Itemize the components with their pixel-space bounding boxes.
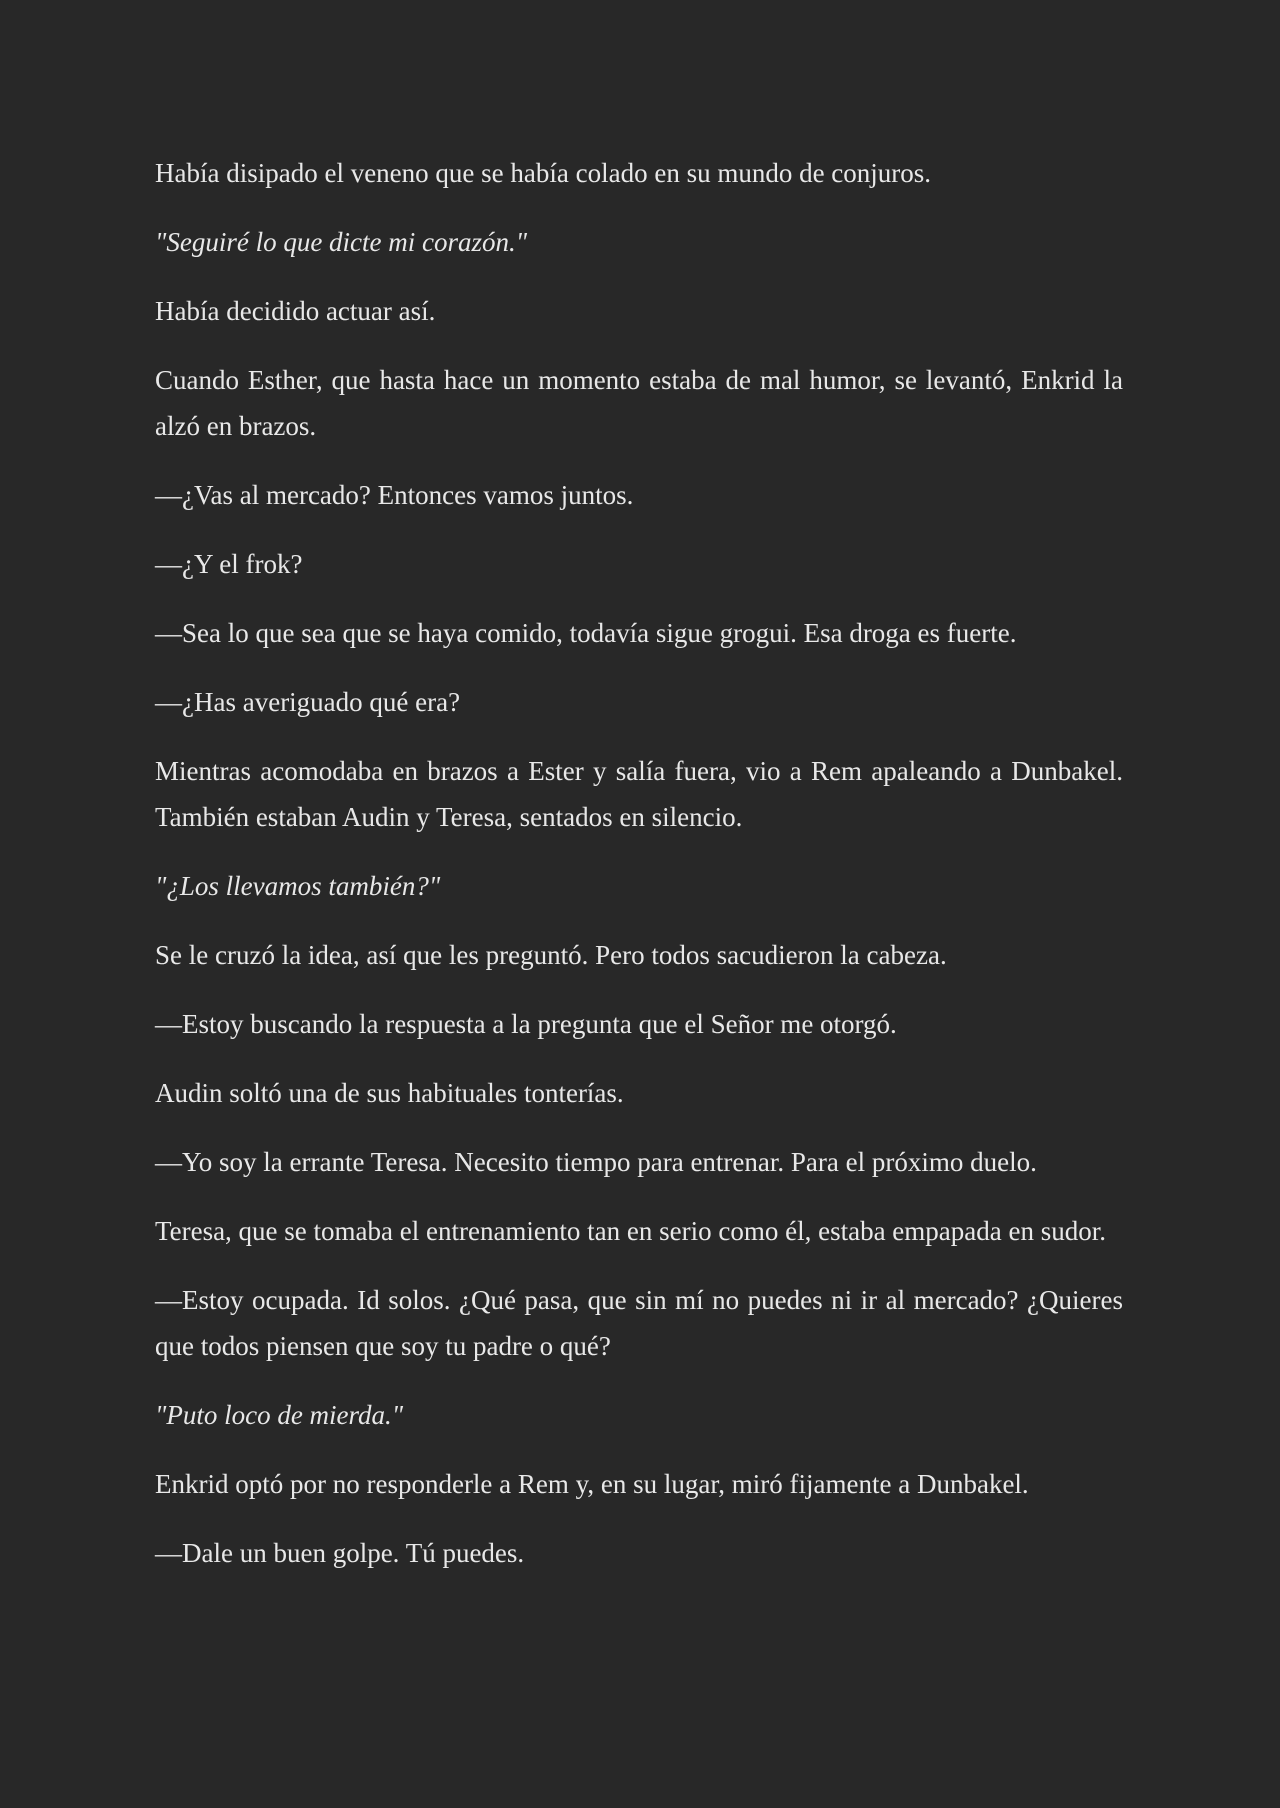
paragraph-19: —Dale un buen golpe. Tú puedes. [155,1538,525,1568]
paragraph-1: Había disipado el veneno que se había colado en su mundo de conjuros. [155,158,932,188]
paragraph-6: —¿Y el frok? [155,549,303,579]
text-column [155,150,1123,1599]
paragraph-2: "Seguiré lo que dicte mi corazón." [155,227,528,257]
paragraph-15: Teresa, que se tomaba el entrenamiento tan en serio como él, estaba empapada en sudor. [155,1216,1106,1246]
paragraph-4: Cuando Esther, que hasta hace un momento estaba de mal humor, se levantó, Enkrid la alzó en brazos. [155,365,1123,441]
paragraph-5: —¿Vas al mercado? Entonces vamos juntos. [155,480,634,510]
paragraph-10: "¿Los llevamos también?" [155,871,441,901]
paragraph-13: Audin soltó una de sus habituales tonterías. [155,1078,624,1108]
paragraph-17: "Puto loco de mierda." [155,1400,404,1430]
paragraph-12: —Estoy buscando la respuesta a la pregunta que el Señor me otorgó. [155,1009,897,1039]
paragraph-11: Se le cruzó la idea, así que les preguntó. Pero todos sacudieron la cabeza. [155,940,947,970]
paragraph-14: —Yo soy la errante Teresa. Necesito tiempo para entrenar. Para el próximo duelo. [155,1147,1037,1177]
paragraph-8: —¿Has averiguado qué era? [155,687,461,717]
paragraph-18: Enkrid optó por no responderle a Rem y, en su lugar, miró fijamente a Dunbakel. [155,1469,1029,1499]
paragraph-3: Había decidido actuar así. [155,296,436,326]
paragraph-16: —Estoy ocupada. Id solos. ¿Qué pasa, que sin mí no puedes ni ir al mercado? ¿Quieres que todos piensen que soy tu padre o qué? [155,1285,1123,1361]
paragraph-9: Mientras acomodaba en brazos a Ester y salía fuera, vio a Rem apaleando a Dunbakel. También estaban Audin y Teresa, sentados en silencio. [155,756,1123,832]
paragraph-7: —Sea lo que sea que se haya comido, todavía sigue grogui. Esa droga es fuerte. [155,618,1017,648]
